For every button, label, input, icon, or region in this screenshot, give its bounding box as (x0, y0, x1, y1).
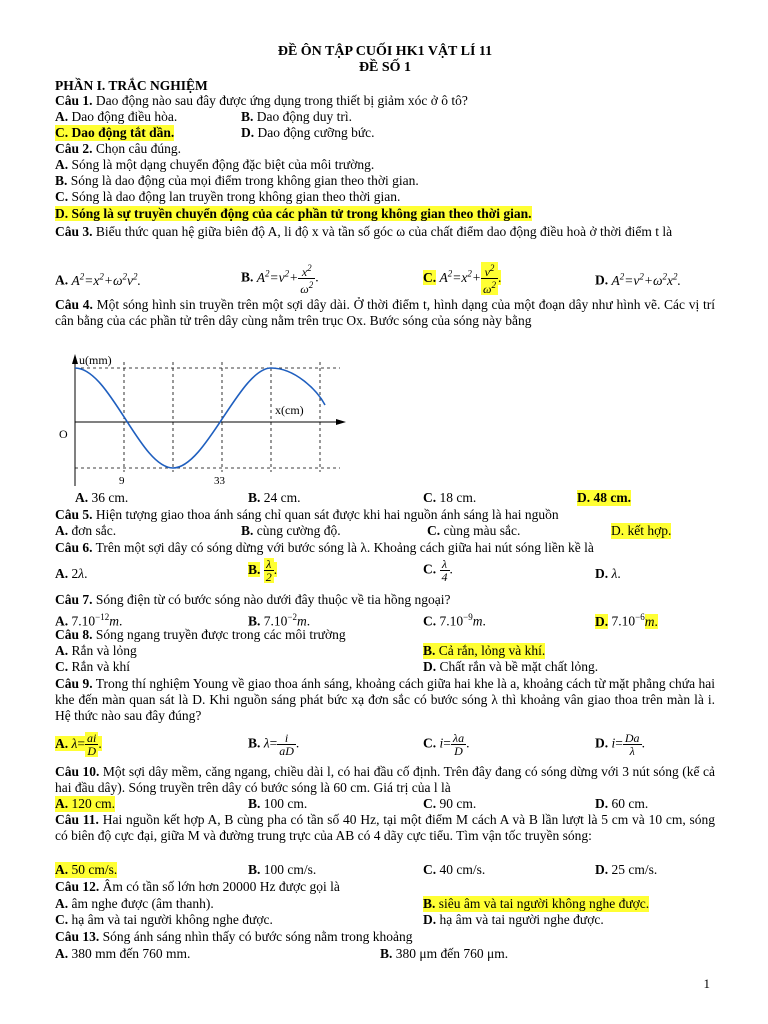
question-13: Câu 13. Sóng ánh sáng nhìn thấy có bước sóng nằm trong khoảng (55, 929, 413, 944)
q2-option-a: A. Sóng là một dạng chuyển động đặc biệt của môi trường. (55, 157, 375, 172)
q2-option-d: D. Sóng là sự truyền chuyển động của các phần tử trong không gian theo thời gian. (55, 206, 532, 221)
question-6: Câu 6. Trên một sợi dây có sóng dừng với bước sóng là λ. Khoảng cách giữa hai nút sóng liền kề là (55, 540, 594, 555)
doc-subtitle: ĐỀ SỐ 1 (358, 60, 412, 75)
svg-text:x(cm): x(cm) (275, 403, 304, 417)
q2-option-b: B. Sóng là dao động của mọi điểm trong không gian theo thời gian. (55, 173, 419, 188)
question-11: Câu 11. Hai nguồn kết hợp A, B cùng pha có tần số 40 Hz, tại một điểm M cách A và B lần lượt là 5 cm và 10 cm, sóng có biên độ cực đại, giữa M và đường trung trực của AB có 4 dãy cực tiểu. Tìm vận tốc truyền sóng: (55, 812, 716, 843)
q2-option-c: C. Sóng là dao động lan truyền trong không gian theo thời gian. (55, 189, 401, 204)
question-7: Câu 7. Sóng điện từ có bước sóng nào dưới đây thuộc về tia hồng ngoại? (55, 592, 451, 607)
section-title: PHẦN I. TRẮC NGHIỆM (55, 78, 208, 93)
page-number: 1 (703, 976, 710, 991)
question-1: Câu 1. Dao động nào sau đây được ứng dụng trong thiết bị giảm xóc ở ô tô? (55, 93, 468, 108)
question-3: Câu 3. Biểu thức quan hệ giữa biên độ A, li độ x và tần số góc ω của chất điểm dao động điều hoà ở thời điểm t là (55, 224, 673, 239)
svg-text:9: 9 (119, 475, 125, 487)
q3-options: A. $A^2=x^2+\omega^2v^2$. B. $A^2=v^2+$ $\frac{x^2}{\omega^2}$ . C. $A^2=x^2+$ $\frac{v^2}{\omega^2}$ . D. $A^2=v^2+\omega^2x^2$. (55, 263, 681, 296)
question-2: Câu 2. Chọn câu đúng. (55, 141, 182, 156)
question-12: Câu 12. Âm có tần số lớn hơn 20000 Hz được gọi là (55, 879, 340, 894)
q9-options: A. λ= $\frac{ai}{D}$ . B. λ= $\frac{i}{aD}$ . C. i= $\frac{\lambda a}{D}$ . D. i= $\frac{Da}{\lambda}$ . (55, 731, 645, 758)
svg-text:33: 33 (214, 475, 225, 487)
question-5: Câu 5. Hiện tượng giao thoa ánh sáng chỉ quan sát được khi hai nguồn ánh sáng là hai nguồn (55, 507, 559, 522)
wave-curve (75, 368, 325, 468)
svg-text:u(mm): u(mm) (79, 353, 112, 367)
question-10: Câu 10. Một sợi dây mềm, căng ngang, chiều dài l, có hai đầu cố định. Trên đây đang có sóng dừng với 3 nút sóng (kể cả hai đầu dây). Sóng truyền trên dây có bước sóng là 60 cm. Giá trị của l là (55, 764, 716, 795)
wave-graph (55, 350, 355, 492)
svg-text:O: O (59, 427, 68, 441)
question-4: Câu 4. Một sóng hình sin truyền trên một sợi dây dài. Ở thời điểm t, hình dạng của một đoạn dây như hình vẽ. Các vị trí cân bằng của các phần tử trên dây cùng nằm trên trục Ox. Bước sóng của sóng này bằng (55, 297, 716, 328)
q6-options: A. 2λ. B. $\frac{\lambda}{2}$ . C. $\frac{\lambda}{4}$ . D. λ. (55, 557, 621, 584)
doc-title: ĐỀ ÔN TẬP CUỐI HK1 VẬT LÍ 11 (277, 44, 493, 59)
question-8: Câu 8. Sóng ngang truyền được trong các môi trường (55, 627, 346, 642)
question-9: Câu 9. Trong thí nghiệm Young về giao thoa ánh sáng, khoảng cách giữa hai khe là a, khoảng cách từ mặt phẳng chứa hai khe đến màn quan sát là D. Khi nguồn sáng phát bức xạ đơn sắc có bước sóng λ thì khoảng vân giao thoa trên màn là i. Hệ thức nào sau đây đúng? (55, 676, 716, 723)
